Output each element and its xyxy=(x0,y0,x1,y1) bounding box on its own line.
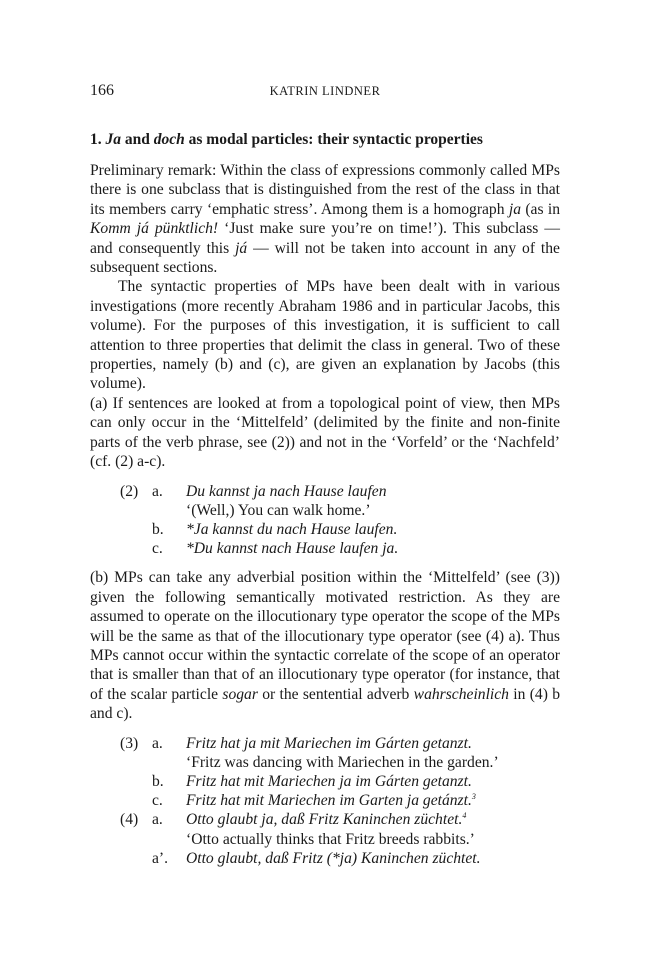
example-sentence: Fritz hat mit Mariechen im Garten ja getánzt. xyxy=(186,792,472,810)
example-letter xyxy=(150,501,186,520)
section-title-rest: as modal particles: their syntactic properties xyxy=(188,131,483,148)
example-sentence: ‘Otto actually thinks that Fritz breeds rabbits.’ xyxy=(186,830,475,848)
text-run: ‘Just make sure you’re on time!’). This subclass — and consequently this xyxy=(90,220,560,257)
text-run: or the sentential adverb xyxy=(257,685,414,703)
example-sentence: ‘(Well,) You can walk home.’ xyxy=(186,501,371,519)
italic-run: ja xyxy=(508,200,522,218)
italic-run: wahrscheinlich xyxy=(413,685,509,703)
text-run: — will not be taken into account in any of the subsequent sections. xyxy=(90,239,560,277)
example-sentence: Otto glaubt, daß Fritz (*ja) Kaninchen züchtet. xyxy=(186,849,481,867)
paragraph-preliminary-remark xyxy=(90,161,560,277)
example-sentence: ‘Fritz was dancing with Mariechen in the garden.’ xyxy=(186,753,499,771)
example-line xyxy=(90,849,560,868)
example-letter: c. xyxy=(152,540,163,558)
example-sentence: Du kannst ja nach Hause laufen xyxy=(186,482,387,500)
example-number xyxy=(120,791,150,810)
italic-run: já xyxy=(235,239,248,257)
example-block-2 xyxy=(90,482,560,559)
example-text xyxy=(186,791,560,810)
example-sentence: Otto glaubt ja, daß Fritz Kaninchen züchtet. xyxy=(186,811,463,829)
example-line xyxy=(90,501,560,520)
example-letter: a. xyxy=(152,811,163,829)
example-line xyxy=(90,772,560,791)
footnote-marker[interactable]: 3 xyxy=(471,792,476,802)
example-letter: b. xyxy=(152,772,164,790)
example-line xyxy=(90,734,560,753)
example-letter: a. xyxy=(152,734,163,752)
example-number: (4) xyxy=(120,811,139,829)
example-block-3-4 xyxy=(90,734,560,868)
example-number: (3) xyxy=(120,734,139,752)
example-letter: a. xyxy=(152,482,163,500)
example-number xyxy=(120,539,150,558)
example-text xyxy=(186,501,560,520)
section-title xyxy=(90,130,560,150)
example-number xyxy=(120,753,150,772)
example-number xyxy=(120,520,150,539)
text-run: (b) MPs can take any adverbial position within the ‘Mittelfeld’ (see (3)) given the following semantically motivated restriction. As they are assumed to operate on the illocutionary type operator the scope of the MPs will be the same as that of the illocutionary type operator (see (4) a). Thus MPs cannot occur within the syntactic correlate of the scope of an operator that is smaller than that of an illocutionary type operator (for instance, that of the scalar particle xyxy=(90,569,560,703)
text-run: Preliminary remark: Within the class of expressions commonly called MPs there is one subclass that is distinguished from the rest of the class in that its members carry ‘emphatic stress’. Among them is a homograph xyxy=(90,162,560,218)
paragraph-syntactic-properties: The syntactic properties of MPs have been dealt with in various investigations (more recently Abraham 1986 and in particular Jacobs, this volume). For the purposes of this investigation, it is sufficient to call attention to three properties that delimit the class in general. Two of these properties, namely (b) and (c), are given an explanation by Jacobs (this volume). xyxy=(90,278,560,393)
example-text xyxy=(186,810,560,829)
example-text xyxy=(186,734,560,753)
section-title-ja: Ja xyxy=(105,131,121,148)
example-text xyxy=(186,849,560,868)
example-letter xyxy=(150,753,186,772)
footnote-marker[interactable]: 4 xyxy=(462,811,467,821)
example-letter: b. xyxy=(152,520,164,538)
example-text xyxy=(186,772,560,791)
example-text xyxy=(186,539,560,558)
example-text xyxy=(186,482,560,501)
example-line xyxy=(90,520,560,539)
example-text xyxy=(186,830,560,849)
example-line xyxy=(90,810,560,829)
example-sentence: Fritz hat ja mit Mariechen im Gárten getanzt. xyxy=(186,734,472,752)
running-head: KATRIN LINDNER xyxy=(269,84,381,98)
example-number xyxy=(120,772,150,791)
italic-run: sogar xyxy=(222,685,258,703)
section-title-doch: doch xyxy=(153,131,185,148)
example-sentence: Fritz hat mit Mariechen ja im Gárten getanzt. xyxy=(186,772,472,790)
paragraph-property-b xyxy=(90,568,560,723)
example-letter: c. xyxy=(152,792,163,810)
example-line xyxy=(90,753,560,772)
example-sentence: *Du kannst nach Hause laufen ja. xyxy=(186,540,399,558)
section-number: 1. xyxy=(90,131,102,148)
section-title-and: and xyxy=(124,131,150,148)
example-number xyxy=(120,830,150,849)
paragraph-property-a: (a) If sentences are looked at from a topological point of view, then MPs can only occur in the ‘Mittelfeld’ (delimited by the finite and non-finite parts of the verb phrase, see (2)) and not in the ‘Vorfeld’ or the ‘Nachfeld’ (cf. (2) a-c). xyxy=(90,394,560,471)
example-number xyxy=(120,501,150,520)
example-line xyxy=(90,539,560,558)
example-line xyxy=(90,482,560,501)
example-line xyxy=(90,791,560,810)
italic-run: Komm já pünktlich! xyxy=(90,220,219,238)
page-number: 166 xyxy=(90,82,114,99)
example-letter xyxy=(150,830,186,849)
example-text xyxy=(186,520,560,539)
example-number xyxy=(120,849,150,868)
text-run: (as in xyxy=(521,200,561,218)
example-text xyxy=(186,753,560,772)
example-letter: a’. xyxy=(152,849,169,867)
example-number: (2) xyxy=(120,482,139,500)
example-sentence: *Ja kannst du nach Hause laufen. xyxy=(186,520,398,538)
page xyxy=(90,82,560,878)
example-line xyxy=(90,830,560,849)
text-run: in (4) b and c). xyxy=(90,685,560,723)
page-header xyxy=(90,82,560,104)
